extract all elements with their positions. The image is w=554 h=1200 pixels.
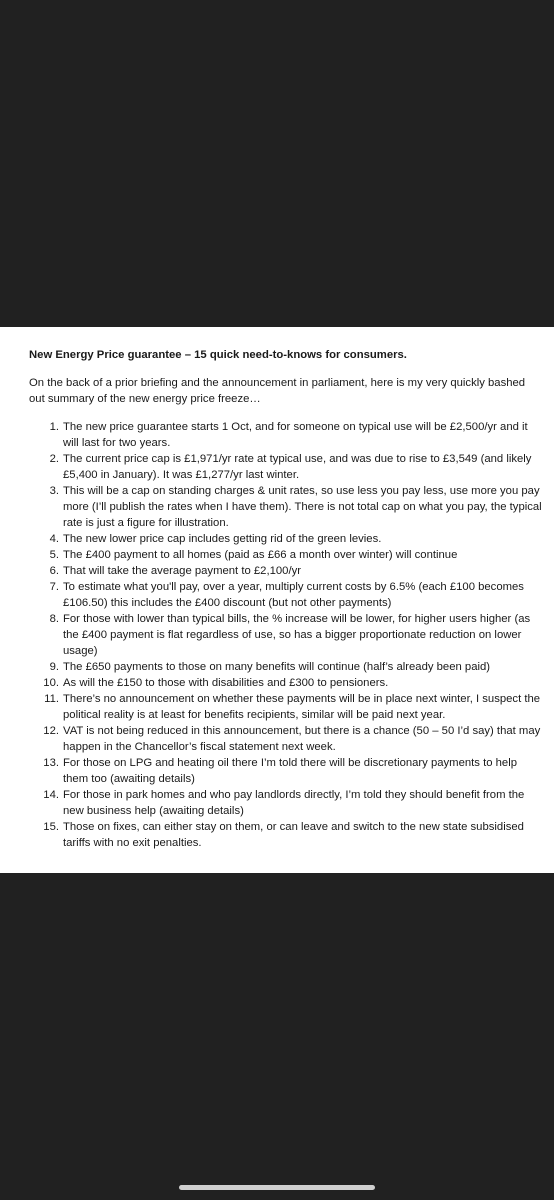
list-item — [29, 547, 542, 563]
list-item — [29, 563, 542, 579]
list-item-number: 15. — [43, 821, 59, 833]
list-item — [29, 483, 542, 531]
list-item — [29, 691, 542, 723]
list-item-number: 1. — [49, 421, 59, 433]
list-item-text: As will the £150 to those with disabilities and £300 to pensioners. — [63, 677, 389, 689]
list-item-text: VAT is not being reduced in this announcement, but there is a chance (50 – 50 I’d say) that may happen in the Chancellor’s fiscal statement next week. — [63, 725, 541, 753]
document-title: New Energy Price guarantee – 15 quick need-to-knows for consumers. — [29, 349, 407, 361]
list-item-text: The new price guarantee starts 1 Oct, and for someone on typical use will be £2,500/yr and it will last for two years. — [63, 421, 528, 449]
list-item-text: The £400 payment to all homes (paid as £66 a month over winter) will continue — [63, 549, 458, 561]
list-item — [29, 611, 542, 659]
list-item — [29, 675, 542, 691]
list-item — [29, 451, 542, 483]
list-item-number: 13. — [43, 757, 59, 769]
list-item-number: 4. — [49, 533, 59, 545]
list-item-number: 12. — [43, 725, 59, 737]
list-item — [29, 723, 542, 755]
list-item-number: 10. — [43, 677, 59, 689]
list-item — [29, 419, 542, 451]
list-item-text: The new lower price cap includes getting rid of the green levies. — [63, 533, 382, 545]
list-item-number: 14. — [43, 789, 59, 801]
list-item-text: The current price cap is £1,971/yr rate at typical use, and was due to rise to £3,549 (and likely £5,400 in January). It was £1,277/yr last winter. — [63, 453, 532, 481]
home-indicator-bar[interactable] — [179, 1185, 375, 1190]
need-to-know-list — [29, 419, 542, 851]
list-item — [29, 531, 542, 547]
list-item — [29, 819, 542, 851]
list-item-number: 2. — [49, 453, 59, 465]
list-item-number: 3. — [49, 485, 59, 497]
list-item-number: 8. — [49, 613, 59, 625]
document-intro: On the back of a prior briefing and the announcement in parliament, here is my very quickly bashed out summary of the new energy price freeze… — [29, 377, 526, 405]
list-item — [29, 659, 542, 675]
list-item — [29, 787, 542, 819]
list-item-text: The £650 payments to those on many benefits will continue (half’s already been paid) — [63, 661, 491, 673]
list-item — [29, 579, 542, 611]
list-item-text: For those on LPG and heating oil there I’m told there will be discretionary payments to help them too (awaiting details) — [63, 757, 518, 785]
list-item-text: There’s no announcement on whether these payments will be in place next winter, I suspect the political reality is at least for benefits recipients, similar will be paid next year. — [63, 693, 541, 721]
list-item-text: To estimate what you'll pay, over a year, multiply current costs by 6.5% (each £100 becomes £106.50) this includes the £400 discount (but not other payments) — [63, 581, 524, 609]
list-item-text: For those with lower than typical bills, the % increase will be lower, for higher users higher (as the £400 payment is flat regardless of use, so has a bigger proportionate reduction on lower usage) — [63, 613, 531, 657]
list-item-number: 6. — [49, 565, 59, 577]
list-item-number: 11. — [44, 693, 59, 705]
list-item-number: 9. — [49, 661, 59, 673]
list-item-text: Those on fixes, can either stay on them, or can leave and switch to the new state subsidised tariffs with no exit penalties. — [63, 821, 524, 849]
list-item-text: This will be a cap on standing charges & unit rates, so use less you pay less, use more you pay more (I’ll publish the rates when I have them). There is not total cap on what you pay, the typical rate is just a figure for illustration. — [63, 485, 542, 529]
list-item-text: That will take the average payment to £2,100/yr — [63, 565, 301, 577]
list-item-number: 7. — [49, 581, 59, 593]
list-item-number: 5. — [49, 549, 59, 561]
list-item — [29, 755, 542, 787]
document-page — [0, 327, 554, 873]
list-item-text: For those in park homes and who pay landlords directly, I’m told they should benefit from the new business help (awaiting details) — [63, 789, 525, 817]
